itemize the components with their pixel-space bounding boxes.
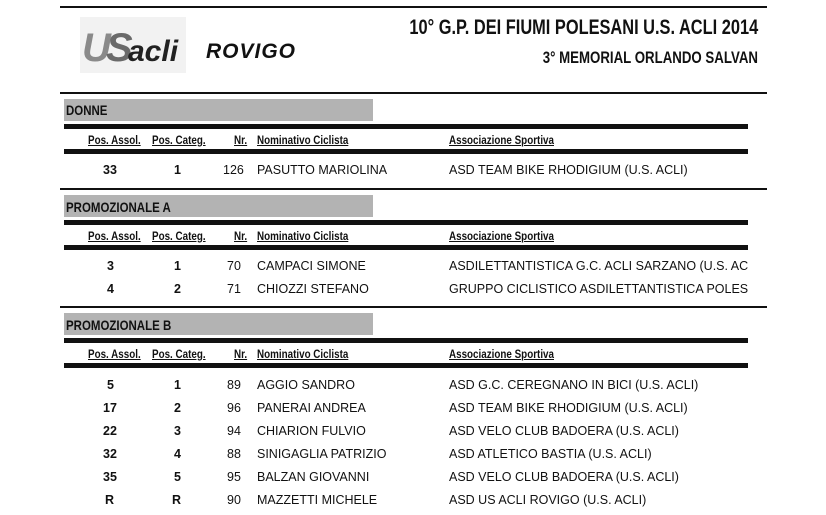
cell-associazione: ASD VELO CLUB BADOERA (U.S. ACLI) xyxy=(449,424,679,438)
cell-pos-assol: R xyxy=(105,493,115,507)
cell-nominativo: CAMPACI SIMONE xyxy=(257,259,366,273)
cell-nominativo: PANERAI ANDREA xyxy=(257,401,366,415)
cell-associazione: ASD TEAM BIKE RHODIGIUM (U.S. ACLI) xyxy=(449,401,688,415)
col-pos-assol: Pos. Assol. xyxy=(88,229,141,243)
header-underline-rule xyxy=(64,245,748,250)
section-band-donne xyxy=(64,99,373,121)
cell-pos-categ: 1 xyxy=(174,259,181,273)
cell-pos-categ: 2 xyxy=(174,282,181,296)
header-underline-rule xyxy=(64,363,748,368)
cell-pos-assol: 3 xyxy=(107,259,114,273)
section-separator xyxy=(60,306,767,308)
cell-nr: 90 xyxy=(227,493,241,507)
cell-nr: 95 xyxy=(227,470,241,484)
col-nominativo: Nominativo Ciclista xyxy=(257,347,349,361)
svg-text:acli: acli xyxy=(128,35,179,68)
us-acli-logo xyxy=(80,17,186,73)
col-pos-categ: Pos. Categ. xyxy=(152,229,206,243)
cell-nr: 89 xyxy=(227,378,241,392)
cell-pos-categ: 1 xyxy=(174,378,181,392)
cell-pos-categ: 5 xyxy=(174,470,181,484)
cell-pos-assol: 5 xyxy=(107,378,114,392)
cell-nr: 70 xyxy=(227,259,241,273)
section-separator xyxy=(60,188,767,190)
svg-text:U: U xyxy=(82,26,111,70)
col-nr: Nr. xyxy=(234,347,248,361)
cell-nr: 126 xyxy=(223,163,244,177)
header-rule xyxy=(60,92,767,94)
col-pos-assol: Pos. Assol. xyxy=(88,347,141,361)
section-rule xyxy=(64,124,748,129)
cell-pos-assol: 35 xyxy=(103,470,117,484)
cell-nominativo: PASUTTO MARIOLINA xyxy=(257,163,388,177)
cell-nominativo: SINIGAGLIA PATRIZIO xyxy=(257,447,387,461)
cell-associazione: ASD TEAM BIKE RHODIGIUM (U.S. ACLI) xyxy=(449,163,688,177)
cell-nominativo: AGGIO SANDRO xyxy=(257,378,355,392)
cell-associazione: ASDILETTANTISTICA G.C. ACLI SARZANO (U.S. AC xyxy=(449,259,749,273)
cell-pos-assol: 32 xyxy=(103,447,117,461)
cell-pos-assol: 22 xyxy=(103,424,117,438)
col-nominativo: Nominativo Ciclista xyxy=(257,133,349,147)
event-subtitle: 3° MEMORIAL ORLANDO SALVAN xyxy=(542,48,758,67)
cell-associazione: ASD US ACLI ROVIGO (U.S. ACLI) xyxy=(449,493,647,507)
cell-associazione: ASD VELO CLUB BADOERA (U.S. ACLI) xyxy=(449,470,679,484)
cell-pos-categ: R xyxy=(172,493,182,507)
cell-nominativo: CHIOZZI STEFANO xyxy=(257,282,369,296)
col-nominativo: Nominativo Ciclista xyxy=(257,229,349,243)
top-rule xyxy=(60,6,767,8)
section-rule xyxy=(64,220,748,225)
section-title: PROMOZIONALE B xyxy=(66,317,172,333)
cell-pos-categ: 3 xyxy=(174,424,181,438)
cell-pos-categ: 4 xyxy=(174,447,181,461)
col-associazione: Associazione Sportiva xyxy=(449,229,554,243)
cell-associazione: ASD ATLETICO BASTIA (U.S. ACLI) xyxy=(449,447,652,461)
header-underline-rule xyxy=(64,149,748,154)
cell-nr: 71 xyxy=(227,282,241,296)
col-pos-categ: Pos. Categ. xyxy=(152,133,206,147)
cell-nr: 96 xyxy=(227,401,241,415)
col-associazione: Associazione Sportiva xyxy=(449,133,554,147)
svg-text:S: S xyxy=(106,26,133,70)
cell-nr: 88 xyxy=(227,447,241,461)
cell-associazione: GRUPPO CICLISTICO ASDILETTANTISTICA POLES xyxy=(449,282,749,296)
section-title: PROMOZIONALE A xyxy=(66,199,171,215)
cell-associazione: ASD G.C. CEREGNANO IN BICI (U.S. ACLI) xyxy=(449,378,699,392)
cell-pos-assol: 33 xyxy=(103,163,117,177)
col-nr: Nr. xyxy=(234,133,248,147)
cell-nominativo: MAZZETTI MICHELE xyxy=(257,493,378,507)
event-title: 10° G.P. DEI FIUMI POLESANI U.S. ACLI 2014 xyxy=(409,16,758,39)
section-title: DONNE xyxy=(66,102,108,118)
cell-pos-categ: 1 xyxy=(174,163,181,177)
cell-nr: 94 xyxy=(227,424,241,438)
cell-nominativo: BALZAN GIOVANNI xyxy=(257,470,370,484)
col-nr: Nr. xyxy=(234,229,248,243)
cell-pos-assol: 4 xyxy=(107,282,114,296)
section-rule xyxy=(64,338,748,343)
col-pos-categ: Pos. Categ. xyxy=(152,347,206,361)
cell-nominativo: CHIARION FULVIO xyxy=(257,424,366,438)
cell-pos-assol: 17 xyxy=(103,401,117,415)
city-label: ROVIGO xyxy=(206,40,297,63)
cell-pos-categ: 2 xyxy=(174,401,181,415)
col-associazione: Associazione Sportiva xyxy=(449,347,554,361)
col-pos-assol: Pos. Assol. xyxy=(88,133,141,147)
